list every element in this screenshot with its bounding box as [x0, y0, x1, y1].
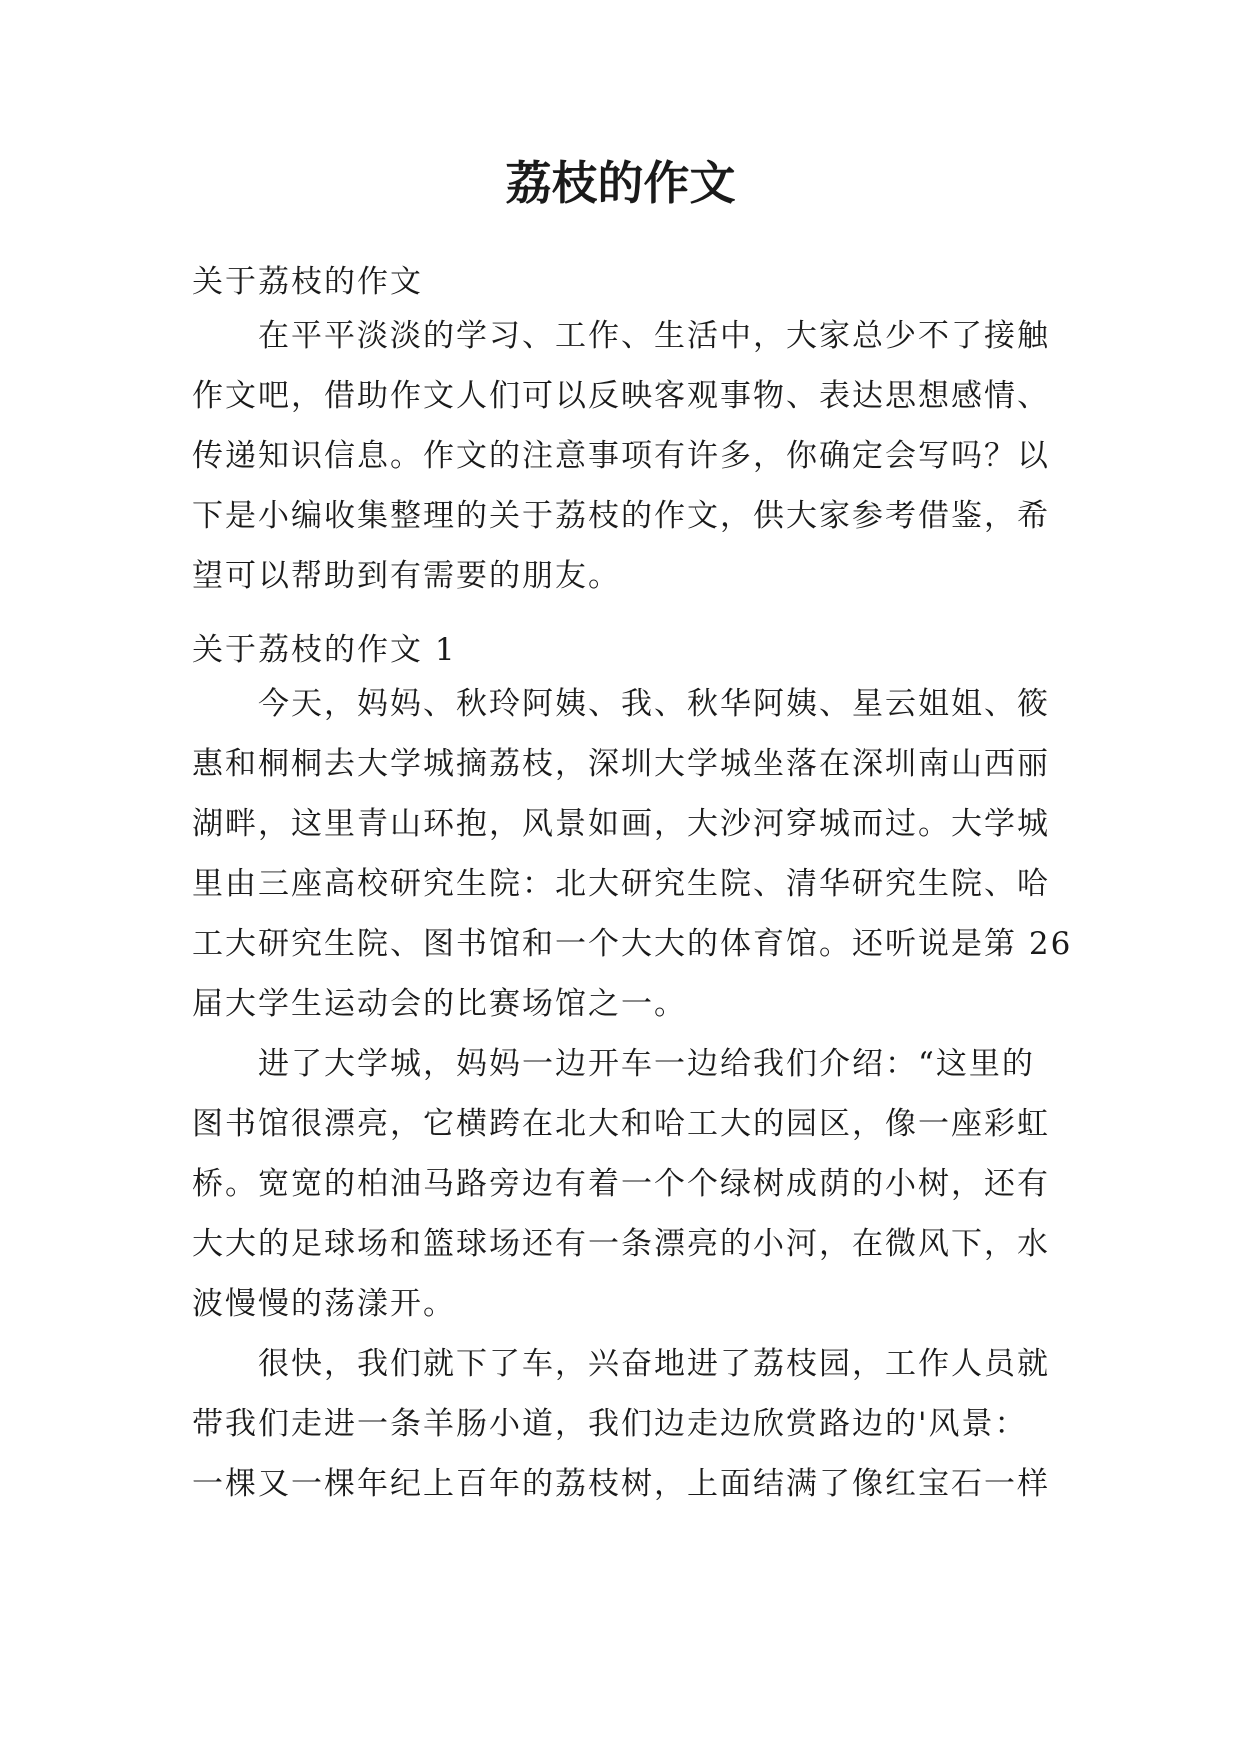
text-line: 湖畔，这里青山环抱，风景如画，大沙河穿城而过。大学城: [192, 806, 1050, 842]
paragraph-3: [192, 1334, 1066, 1514]
text-line: 届大学生运动会的比赛场馆之一。: [192, 986, 687, 1022]
text-line: 很快，我们就下了车，兴奋地进了荔枝园，工作人员就: [258, 1346, 1050, 1382]
paragraph-2: [192, 1034, 1066, 1334]
text-line: 进了大学城，妈妈一边开车一边给我们介绍：“这里的: [258, 1046, 1035, 1082]
text-line: 下是小编收集整理的关于荔枝的作文，供大家参考借鉴，希: [192, 498, 1050, 534]
text-line: 一棵又一棵年纪上百年的荔枝树，上面结满了像红宝石一样: [192, 1466, 1050, 1502]
text-line: 图书馆很漂亮，它横跨在北大和哈工大的园区，像一座彩虹: [192, 1106, 1050, 1142]
text-line: 今天，妈妈、秋玲阿姨、我、秋华阿姨、星云姐姐、筱: [258, 686, 1050, 722]
text-line: 桥。宽宽的柏油马路旁边有着一个个绿树成荫的小树，还有: [192, 1166, 1050, 1202]
text-line: 作文吧，借助作文人们可以反映客观事物、表达思想感情、: [192, 378, 1050, 414]
text-line: 带我们走进一条羊肠小道，我们边走边欣赏路边的'风景：: [192, 1406, 1028, 1442]
text-line: 波慢慢的荡漾开。: [192, 1286, 456, 1322]
page-title: 荔枝的作文: [505, 156, 736, 210]
text-line: 在平平淡淡的学习、工作、生活中，大家总少不了接触: [258, 318, 1050, 354]
text-line: 工大研究生院、图书馆和一个大大的体育馆。还听说是第 26: [192, 926, 1073, 962]
text-line: 惠和桐桐去大学城摘荔枝，深圳大学城坐落在深圳南山西丽: [192, 746, 1050, 782]
text-line: 大大的足球场和篮球场还有一条漂亮的小河，在微风下，水: [192, 1226, 1050, 1262]
paragraph-1: [192, 674, 1073, 1034]
text-line: 望可以帮助到有需要的朋友。: [192, 558, 621, 594]
text-line: 传递知识信息。作文的注意事项有许多，你确定会写吗？以: [192, 438, 1050, 474]
text-line: 里由三座高校研究生院：北大研究生院、清华研究生院、哈: [192, 866, 1050, 902]
intro-heading: 关于荔枝的作文: [192, 264, 423, 300]
section-heading: 关于荔枝的作文 1: [192, 632, 457, 668]
intro-paragraph: [192, 306, 1066, 606]
